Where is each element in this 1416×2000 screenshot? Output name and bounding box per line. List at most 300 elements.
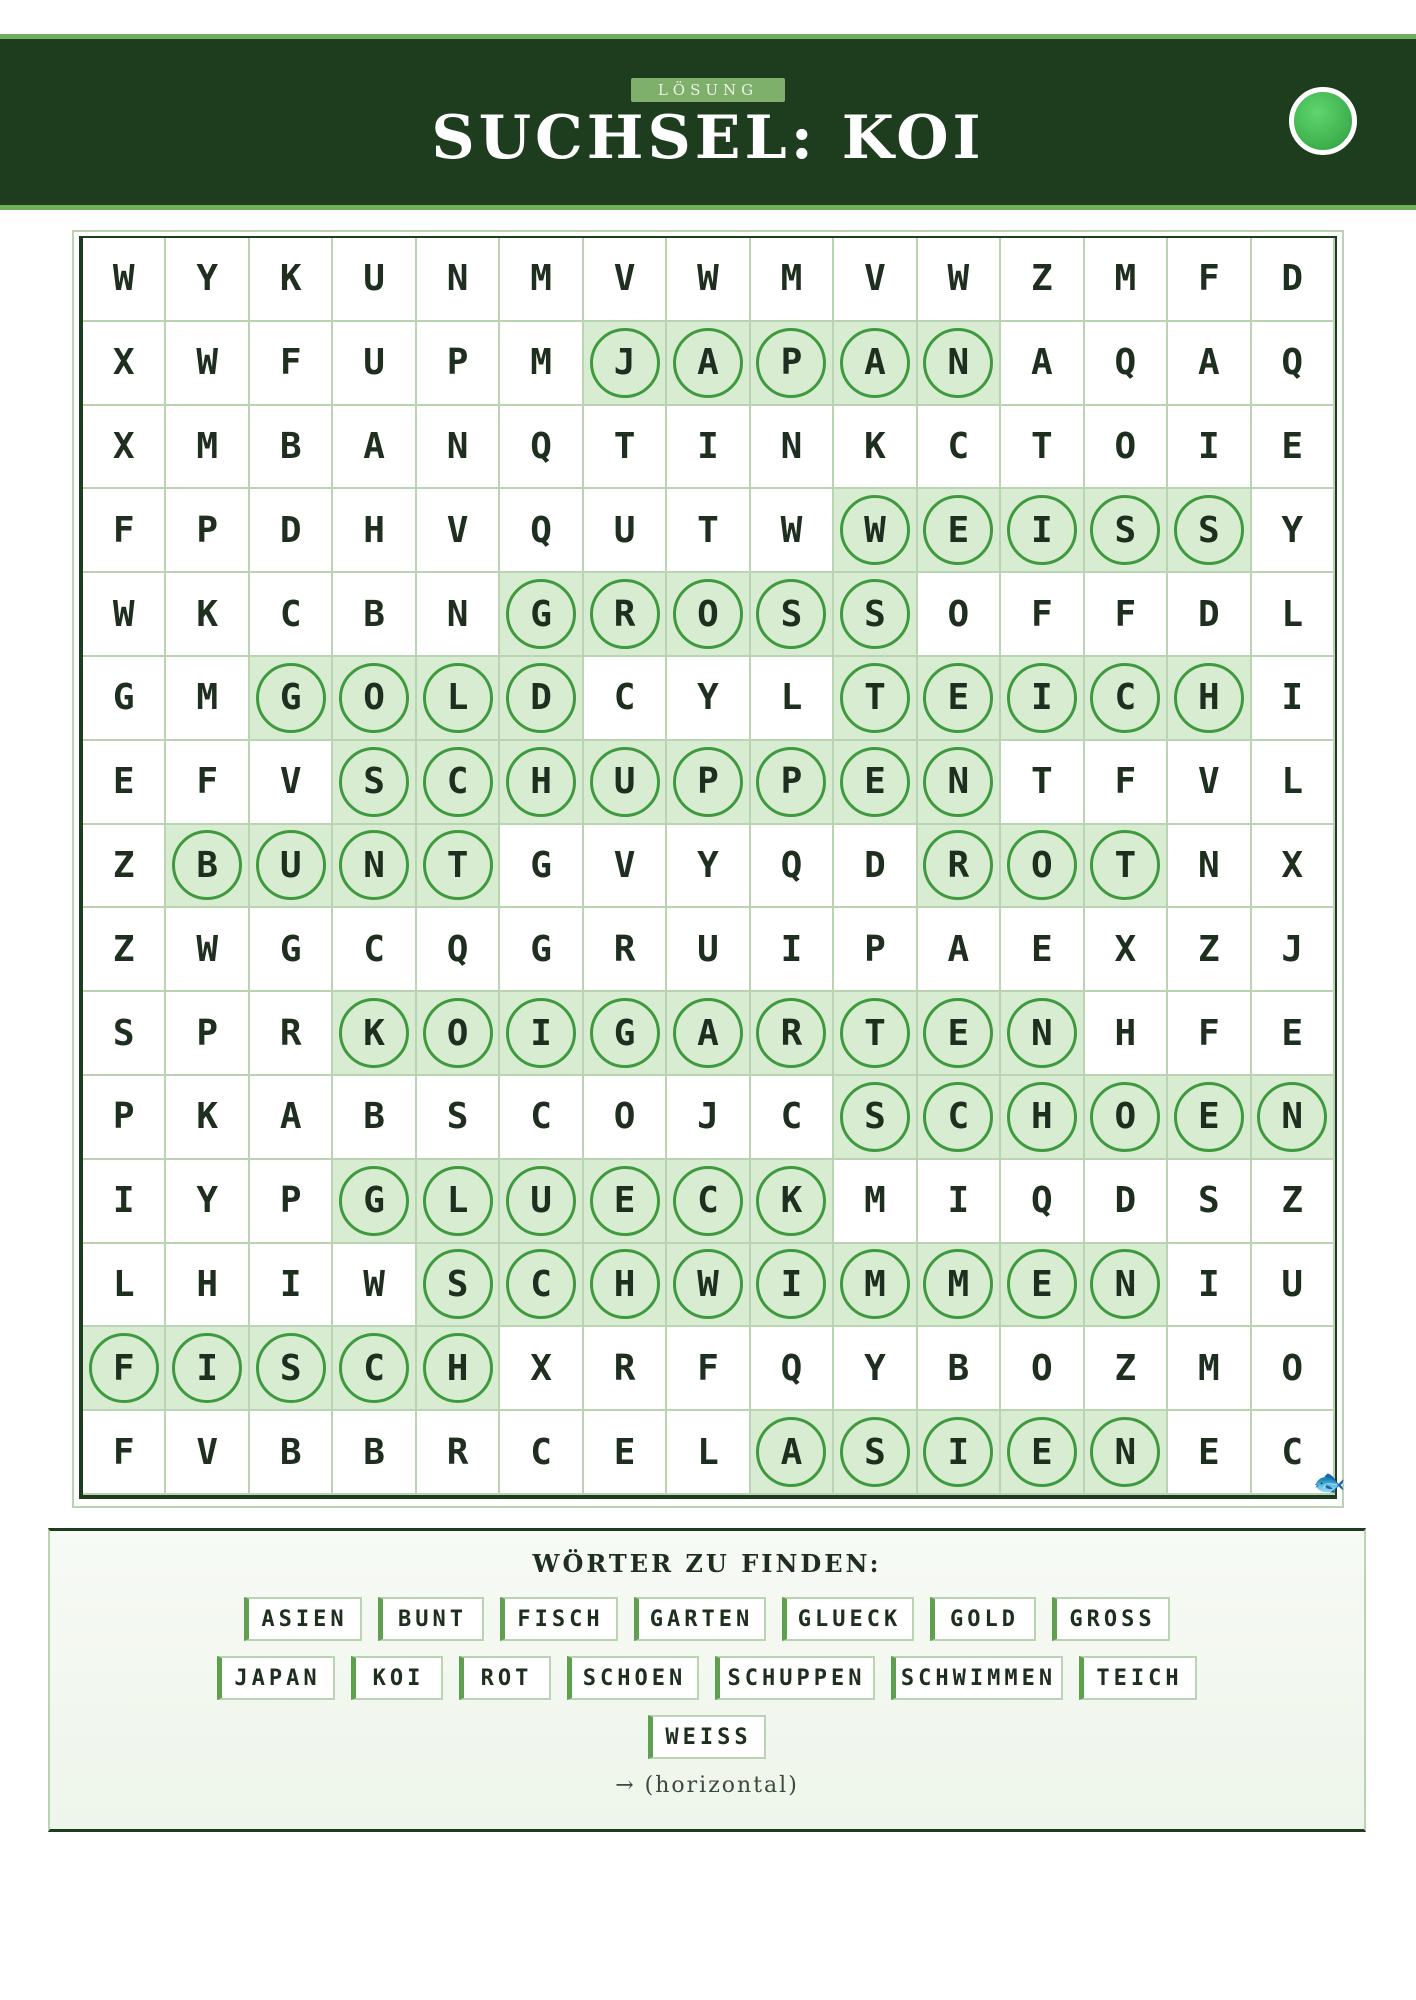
grid-cell-found[interactable]: [1085, 657, 1168, 741]
grid-cell-found[interactable]: [834, 1076, 917, 1160]
grid-letter: T: [1031, 761, 1053, 803]
grid-letter: A: [864, 342, 886, 384]
grid-cell[interactable]: [250, 322, 333, 406]
grid-letter: N: [1197, 844, 1220, 886]
grid-cell[interactable]: [166, 657, 249, 741]
grid-cell[interactable]: [667, 238, 750, 322]
grid-letter: N: [780, 425, 803, 467]
grid-cell[interactable]: [834, 406, 917, 490]
grid-letter: T: [697, 509, 719, 551]
grid-cell[interactable]: [1001, 908, 1084, 992]
grid-cell-found[interactable]: [918, 1076, 1001, 1160]
grid-cell-found[interactable]: [834, 489, 917, 573]
grid-letter: R: [947, 844, 970, 886]
grid-cell[interactable]: [417, 489, 500, 573]
grid-cell[interactable]: [83, 741, 166, 825]
grid-cell[interactable]: [667, 489, 750, 573]
grid-cell-found[interactable]: [500, 1244, 583, 1328]
grid-cell[interactable]: [417, 238, 500, 322]
grid-cell[interactable]: [1001, 406, 1084, 490]
grid-cell[interactable]: [333, 1411, 416, 1495]
grid-cell[interactable]: [751, 489, 834, 573]
grid-cell[interactable]: [417, 406, 500, 490]
grid-cell-found[interactable]: [918, 657, 1001, 741]
grid-cell-found[interactable]: [333, 825, 416, 909]
grid-cell[interactable]: [250, 1160, 333, 1244]
grid-cell-found[interactable]: [667, 741, 750, 825]
grid-cell-found[interactable]: [918, 322, 1001, 406]
grid-cell-found[interactable]: [918, 1244, 1001, 1328]
grid-letter: X: [1281, 844, 1304, 886]
grid-cell[interactable]: [250, 741, 333, 825]
grid-cell[interactable]: [1252, 741, 1335, 825]
grid-letter: D: [864, 844, 886, 886]
grid-cell[interactable]: [667, 1076, 750, 1160]
grid-cell[interactable]: [918, 573, 1001, 657]
grid-letter: O: [1031, 844, 1053, 886]
grid-cell[interactable]: [1252, 1327, 1335, 1411]
grid-cell[interactable]: [166, 1411, 249, 1495]
grid-cell-found[interactable]: [166, 825, 249, 909]
grid-cell[interactable]: [166, 322, 249, 406]
grid-cell[interactable]: [250, 573, 333, 657]
grid-cell-found[interactable]: [1085, 1244, 1168, 1328]
grid-letter: V: [446, 509, 469, 551]
grid-cell-found[interactable]: [584, 1244, 667, 1328]
grid-cell[interactable]: [1001, 741, 1084, 825]
grid-cell-found[interactable]: [1252, 1076, 1335, 1160]
grid-cell[interactable]: [417, 908, 500, 992]
grid-cell[interactable]: [250, 406, 333, 490]
grid-letter: C: [947, 425, 970, 467]
grid-cell-found[interactable]: [584, 992, 667, 1076]
grid-cell-found[interactable]: [1001, 1076, 1084, 1160]
grid-cell[interactable]: [1168, 1244, 1251, 1328]
grid-cell[interactable]: [1085, 406, 1168, 490]
grid-cell[interactable]: [417, 322, 500, 406]
grid-cell[interactable]: [166, 741, 249, 825]
grid-cell[interactable]: [834, 1327, 917, 1411]
grid-cell[interactable]: [584, 1076, 667, 1160]
grid-cell[interactable]: [1252, 322, 1335, 406]
grid-letter: R: [780, 1012, 803, 1054]
grid-cell-found[interactable]: [1085, 825, 1168, 909]
grid-cell[interactable]: [918, 406, 1001, 490]
grid-cell[interactable]: [584, 238, 667, 322]
grid-cell-found[interactable]: [834, 741, 917, 825]
grid-cell-found[interactable]: [751, 1160, 834, 1244]
grid-letter: T: [864, 1012, 886, 1054]
grid-cell[interactable]: [584, 908, 667, 992]
grid-cell[interactable]: [751, 406, 834, 490]
grid-cell[interactable]: [83, 1411, 166, 1495]
grid-letter: O: [446, 1012, 469, 1054]
grid-letter: G: [530, 844, 552, 886]
grid-cell[interactable]: [500, 1327, 583, 1411]
grid-cell[interactable]: [1085, 573, 1168, 657]
grid-cell-found[interactable]: [834, 573, 917, 657]
grid-cell[interactable]: [333, 1076, 416, 1160]
grid-cell-found[interactable]: [417, 825, 500, 909]
grid-cell-found[interactable]: [751, 1411, 834, 1495]
grid-cell-found[interactable]: [417, 741, 500, 825]
grid-cell-found[interactable]: [500, 657, 583, 741]
grid-cell[interactable]: [166, 908, 249, 992]
grid-cell[interactable]: [166, 1160, 249, 1244]
grid-letter: K: [780, 1180, 803, 1222]
grid-letter: Z: [1031, 258, 1053, 300]
grid-cell[interactable]: [667, 1411, 750, 1495]
grid-cell[interactable]: [166, 1076, 249, 1160]
grid-cell-found[interactable]: [584, 741, 667, 825]
grid-cell[interactable]: [1168, 741, 1251, 825]
grid-cell[interactable]: [166, 992, 249, 1076]
grid-cell-found[interactable]: [751, 992, 834, 1076]
grid-cell-found[interactable]: [667, 1244, 750, 1328]
grid-cell-found[interactable]: [1085, 1076, 1168, 1160]
grid-cell[interactable]: [1085, 1160, 1168, 1244]
grid-cell[interactable]: [333, 322, 416, 406]
grid-cell-found[interactable]: [1001, 992, 1084, 1076]
grid-cell-found[interactable]: [333, 1160, 416, 1244]
grid-cell-found[interactable]: [834, 1244, 917, 1328]
grid-cell[interactable]: [417, 1411, 500, 1495]
grid-cell[interactable]: [1168, 908, 1251, 992]
word-list-panel: [48, 1528, 1366, 1832]
word-chip: SCHUPPEN: [715, 1656, 875, 1700]
grid-cell[interactable]: [667, 825, 750, 909]
grid-cell-found[interactable]: [1168, 657, 1251, 741]
grid-letter: J: [697, 1096, 719, 1138]
grid-letter: N: [1031, 1012, 1053, 1054]
grid-cell[interactable]: [250, 1076, 333, 1160]
grid-letter: E: [1197, 1431, 1220, 1473]
grid-cell[interactable]: [83, 992, 166, 1076]
grid-cell-found[interactable]: [1168, 1076, 1251, 1160]
grid-cell[interactable]: [333, 489, 416, 573]
grid-cell[interactable]: [584, 657, 667, 741]
grid-cell[interactable]: [584, 825, 667, 909]
grid-letter: A: [1031, 342, 1053, 384]
grid-letter: S: [112, 1012, 135, 1054]
grid-cell-found[interactable]: [584, 573, 667, 657]
grid-cell[interactable]: [83, 1160, 166, 1244]
grid-cell[interactable]: [1168, 1411, 1251, 1495]
grid-cell-found[interactable]: [1168, 489, 1251, 573]
grid-letter: W: [363, 1263, 385, 1305]
grid-letter: K: [363, 1012, 385, 1054]
grid-cell[interactable]: [667, 657, 750, 741]
grid-cell[interactable]: [1001, 322, 1084, 406]
grid-letter: F: [1197, 1012, 1220, 1054]
grid-cell[interactable]: [1085, 908, 1168, 992]
grid-cell[interactable]: [500, 489, 583, 573]
grid-cell[interactable]: [1085, 992, 1168, 1076]
grid-cell-found[interactable]: [1085, 489, 1168, 573]
grid-cell[interactable]: [1168, 1160, 1251, 1244]
grid-cell[interactable]: [1168, 1327, 1251, 1411]
grid-letter: Z: [1281, 1180, 1304, 1222]
grid-letter: I: [279, 1263, 302, 1305]
word-chip: GLUECK: [782, 1597, 914, 1641]
grid-cell[interactable]: [83, 908, 166, 992]
grid-letter: O: [697, 593, 719, 635]
grid-cell[interactable]: [834, 908, 917, 992]
grid-letter: F: [196, 761, 219, 803]
grid-letter: U: [279, 844, 302, 886]
grid-cell-found[interactable]: [417, 992, 500, 1076]
grid-cell-found[interactable]: [1085, 1411, 1168, 1495]
grid-cell-found[interactable]: [500, 741, 583, 825]
grid-cell-found[interactable]: [918, 992, 1001, 1076]
grid-cell[interactable]: [1252, 825, 1335, 909]
grid-cell[interactable]: [1252, 908, 1335, 992]
grid-letter: E: [112, 761, 135, 803]
grid-letter: Q: [530, 509, 552, 551]
grid-letter: H: [446, 1347, 469, 1389]
grid-cell[interactable]: [751, 825, 834, 909]
grid-cell[interactable]: [1001, 238, 1084, 322]
grid-cell[interactable]: [500, 908, 583, 992]
grid-cell[interactable]: [1252, 406, 1335, 490]
grid-cell-found[interactable]: [333, 741, 416, 825]
grid-cell[interactable]: [1252, 1160, 1335, 1244]
grid-cell[interactable]: [1252, 573, 1335, 657]
grid-cell-found[interactable]: [751, 741, 834, 825]
grid-letter: M: [947, 1263, 970, 1305]
grid-letter: O: [1114, 1096, 1137, 1138]
grid-cell[interactable]: [250, 992, 333, 1076]
grid-cell[interactable]: [83, 1076, 166, 1160]
grid-cell-found[interactable]: [834, 1411, 917, 1495]
grid-cell-found[interactable]: [333, 992, 416, 1076]
grid-letter: N: [446, 593, 469, 635]
grid-letter: J: [613, 342, 636, 384]
grid-cell-found[interactable]: [918, 489, 1001, 573]
grid-cell[interactable]: [834, 825, 917, 909]
grid-cell[interactable]: [1252, 1244, 1335, 1328]
grid-cell[interactable]: [1252, 238, 1335, 322]
grid-cell-found[interactable]: [417, 1244, 500, 1328]
grid-cell[interactable]: [250, 1244, 333, 1328]
grid-cell-found[interactable]: [333, 1327, 416, 1411]
grid-cell[interactable]: [751, 657, 834, 741]
grid-cell[interactable]: [83, 573, 166, 657]
grid-letter: V: [196, 1431, 219, 1473]
grid-cell[interactable]: [1168, 322, 1251, 406]
grid-cell-found[interactable]: [417, 1160, 500, 1244]
grid-cell[interactable]: [500, 406, 583, 490]
grid-cell-found[interactable]: [1001, 825, 1084, 909]
grid-cell[interactable]: [1085, 1327, 1168, 1411]
grid-letter: C: [530, 1431, 552, 1473]
grid-letter: I: [1031, 677, 1053, 719]
grid-cell[interactable]: [918, 1160, 1001, 1244]
word-list-heading: WÖRTER ZU FINDEN:: [532, 1549, 882, 1578]
grid-cell[interactable]: [834, 1160, 917, 1244]
grid-cell[interactable]: [1168, 992, 1251, 1076]
grid-cell-found[interactable]: [250, 1327, 333, 1411]
grid-cell[interactable]: [1168, 406, 1251, 490]
grid-cell[interactable]: [751, 1076, 834, 1160]
grid-letter: L: [780, 677, 803, 719]
grid-cell[interactable]: [333, 1244, 416, 1328]
grid-cell[interactable]: [918, 908, 1001, 992]
grid-letter: W: [864, 509, 886, 551]
grid-letter: N: [446, 425, 469, 467]
grid-cell[interactable]: [667, 1327, 750, 1411]
grid-cell[interactable]: [166, 489, 249, 573]
grid-letter: R: [279, 1012, 302, 1054]
grid-cell[interactable]: [83, 489, 166, 573]
grid-cell[interactable]: [417, 1076, 500, 1160]
grid-letter: Y: [697, 844, 719, 886]
word-chip: KOI: [351, 1656, 443, 1700]
grid-cell[interactable]: [1085, 238, 1168, 322]
grid-cell-found[interactable]: [667, 573, 750, 657]
grid-letter: R: [613, 1347, 636, 1389]
grid-cell[interactable]: [166, 406, 249, 490]
grid-letter: D: [279, 509, 302, 551]
grid-cell-found[interactable]: [417, 657, 500, 741]
grid-cell-found[interactable]: [1001, 1244, 1084, 1328]
grid-cell[interactable]: [250, 908, 333, 992]
grid-cell[interactable]: [1168, 238, 1251, 322]
grid-cell[interactable]: [166, 573, 249, 657]
grid-cell-found[interactable]: [500, 992, 583, 1076]
grid-cell[interactable]: [1252, 489, 1335, 573]
grid-cell[interactable]: [1252, 992, 1335, 1076]
grid-cell-found[interactable]: [667, 992, 750, 1076]
grid-cell[interactable]: [333, 573, 416, 657]
grid-cell-found[interactable]: [918, 825, 1001, 909]
grid-cell[interactable]: [166, 238, 249, 322]
grid-cell-found[interactable]: [751, 1244, 834, 1328]
grid-cell[interactable]: [1001, 1160, 1084, 1244]
grid-letter: E: [1281, 425, 1304, 467]
grid-cell[interactable]: [83, 238, 166, 322]
grid-cell[interactable]: [417, 573, 500, 657]
grid-cell[interactable]: [250, 238, 333, 322]
grid-cell[interactable]: [584, 1327, 667, 1411]
grid-cell-found[interactable]: [1001, 1411, 1084, 1495]
grid-cell[interactable]: [751, 238, 834, 322]
grid-letter: B: [363, 1096, 385, 1138]
grid-cell[interactable]: [83, 322, 166, 406]
grid-cell-found[interactable]: [250, 825, 333, 909]
grid-letter: P: [446, 342, 469, 384]
grid-cell[interactable]: [333, 238, 416, 322]
grid-cell[interactable]: [1085, 322, 1168, 406]
grid-cell[interactable]: [918, 1327, 1001, 1411]
grid-cell-found[interactable]: [834, 322, 917, 406]
grid-cell-found[interactable]: [584, 1160, 667, 1244]
grid-cell[interactable]: [667, 406, 750, 490]
grid-cell[interactable]: [500, 238, 583, 322]
grid-cell[interactable]: [83, 1244, 166, 1328]
grid-cell[interactable]: [584, 489, 667, 573]
grid-cell[interactable]: [1168, 573, 1251, 657]
grid-cell-found[interactable]: [834, 992, 917, 1076]
word-chip: GOLD: [930, 1597, 1036, 1641]
grid-cell[interactable]: [500, 1411, 583, 1495]
grid-cell[interactable]: [500, 322, 583, 406]
grid-cell[interactable]: [166, 1244, 249, 1328]
grid-cell-found[interactable]: [250, 657, 333, 741]
grid-cell-found[interactable]: [667, 1160, 750, 1244]
grid-letter: W: [112, 258, 135, 300]
grid-letter: E: [613, 1180, 636, 1222]
grid-cell[interactable]: [751, 1327, 834, 1411]
grid-cell-found[interactable]: [1001, 657, 1084, 741]
grid-cell[interactable]: [1252, 657, 1335, 741]
grid-cell-found[interactable]: [751, 322, 834, 406]
letter-grid: [79, 236, 1337, 1499]
grid-cell-found[interactable]: [834, 657, 917, 741]
grid-cell[interactable]: [1085, 741, 1168, 825]
grid-letter: P: [864, 928, 886, 970]
grid-letter: O: [1031, 1347, 1053, 1389]
grid-cell[interactable]: [918, 238, 1001, 322]
grid-letter: U: [613, 509, 636, 551]
grid-cell-found[interactable]: [417, 1327, 500, 1411]
grid-cell[interactable]: [250, 1411, 333, 1495]
grid-letter: F: [112, 1431, 135, 1473]
grid-cell-found[interactable]: [83, 1327, 166, 1411]
grid-cell[interactable]: [667, 908, 750, 992]
grid-cell-found[interactable]: [333, 657, 416, 741]
grid-cell[interactable]: [500, 1076, 583, 1160]
grid-letter: I: [947, 1431, 970, 1473]
grid-letter: G: [279, 928, 302, 970]
grid-cell[interactable]: [333, 406, 416, 490]
grid-cell[interactable]: [1001, 1327, 1084, 1411]
grid-letter: O: [613, 1096, 636, 1138]
grid-cell-found[interactable]: [751, 573, 834, 657]
grid-cell-found[interactable]: [1001, 489, 1084, 573]
grid-cell-found[interactable]: [918, 741, 1001, 825]
grid-cell[interactable]: [83, 657, 166, 741]
grid-cell[interactable]: [500, 825, 583, 909]
grid-cell-found[interactable]: [166, 1327, 249, 1411]
grid-cell-found[interactable]: [500, 1160, 583, 1244]
grid-cell[interactable]: [333, 908, 416, 992]
grid-letter: B: [363, 593, 385, 635]
grid-cell[interactable]: [1168, 825, 1251, 909]
grid-cell[interactable]: [1001, 573, 1084, 657]
grid-cell[interactable]: [250, 489, 333, 573]
grid-letter: K: [196, 1096, 219, 1138]
grid-letter: A: [780, 1431, 803, 1473]
grid-cell-found[interactable]: [918, 1411, 1001, 1495]
grid-cell-found[interactable]: [584, 322, 667, 406]
grid-cell-found[interactable]: [500, 573, 583, 657]
grid-cell[interactable]: [83, 406, 166, 490]
grid-letter: W: [196, 928, 219, 970]
grid-letter: E: [613, 1431, 636, 1473]
grid-letter: P: [780, 342, 803, 384]
grid-cell[interactable]: [584, 1411, 667, 1495]
grid-letter: Z: [1114, 1347, 1137, 1389]
grid-cell[interactable]: [751, 908, 834, 992]
grid-letter: O: [363, 677, 385, 719]
grid-cell[interactable]: [834, 238, 917, 322]
grid-cell-found[interactable]: [667, 322, 750, 406]
grid-letter: N: [363, 844, 385, 886]
grid-cell[interactable]: [83, 825, 166, 909]
grid-letter: Z: [112, 928, 135, 970]
grid-cell[interactable]: [584, 406, 667, 490]
